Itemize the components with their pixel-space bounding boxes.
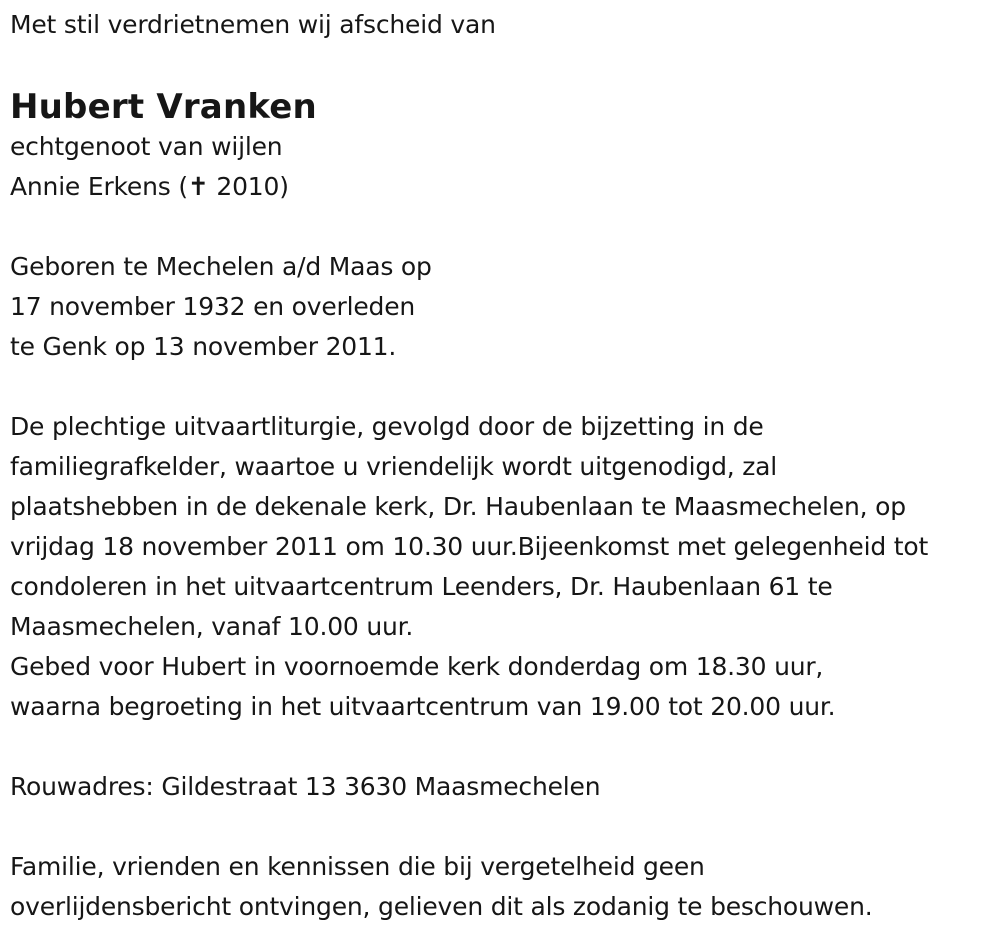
spouse-line: echtgenoot van wijlen [10,132,283,161]
ceremony-line: vrijdag 18 november 2011 om 10.30 uur.Bijeenkomst met gelegenheid tot [10,532,929,561]
ceremony-line: Maasmechelen, vanaf 10.00 uur. [10,612,414,641]
closing-line: overlijdensbericht ontvingen, gelieven dit als zodanig te beschouwen. [10,892,873,921]
ceremony-line: De plechtige uitvaartliturgie, gevolgd door de bijzetting in de [10,412,764,441]
ceremony-info [10,407,995,727]
spouse-info [10,127,995,207]
deceased-name: Hubert Vranken [10,87,317,127]
birth-death-line: Geboren te Mechelen a/d Maas op [10,252,432,281]
closing-line: Familie, vrienden en kennissen die bij vergetelheid geen [10,852,705,881]
ceremony-line: Gebed voor Hubert in voornoemde kerk donderdag om 18.30 uur, [10,652,824,681]
intro-text: Met stil verdrietnemen wij afscheid van [10,10,496,39]
birth-death-line: te Genk op 13 november 2011. [10,332,397,361]
birth-death-info [10,247,995,367]
ceremony-line: waarna begroeting in het uitvaartcentrum van 19.00 tot 20.00 uur. [10,692,836,721]
obituary-notice [10,0,995,927]
spouse-line: Annie Erkens (✝ 2010) [10,172,289,201]
address-line: Rouwadres: Gildestraat 13 3630 Maasmechelen [10,772,601,801]
ceremony-line: familiegrafkelder, waartoe u vriendelijk wordt uitgenodigd, zal [10,452,778,481]
ceremony-line: plaatshebben in de dekenale kerk, Dr. Haubenlaan te Maasmechelen, op [10,492,906,521]
closing-note [10,847,995,927]
mourning-address [10,767,995,807]
birth-death-line: 17 november 1932 en overleden [10,292,416,321]
ceremony-line: condoleren in het uitvaartcentrum Leenders, Dr. Haubenlaan 61 te [10,572,833,601]
